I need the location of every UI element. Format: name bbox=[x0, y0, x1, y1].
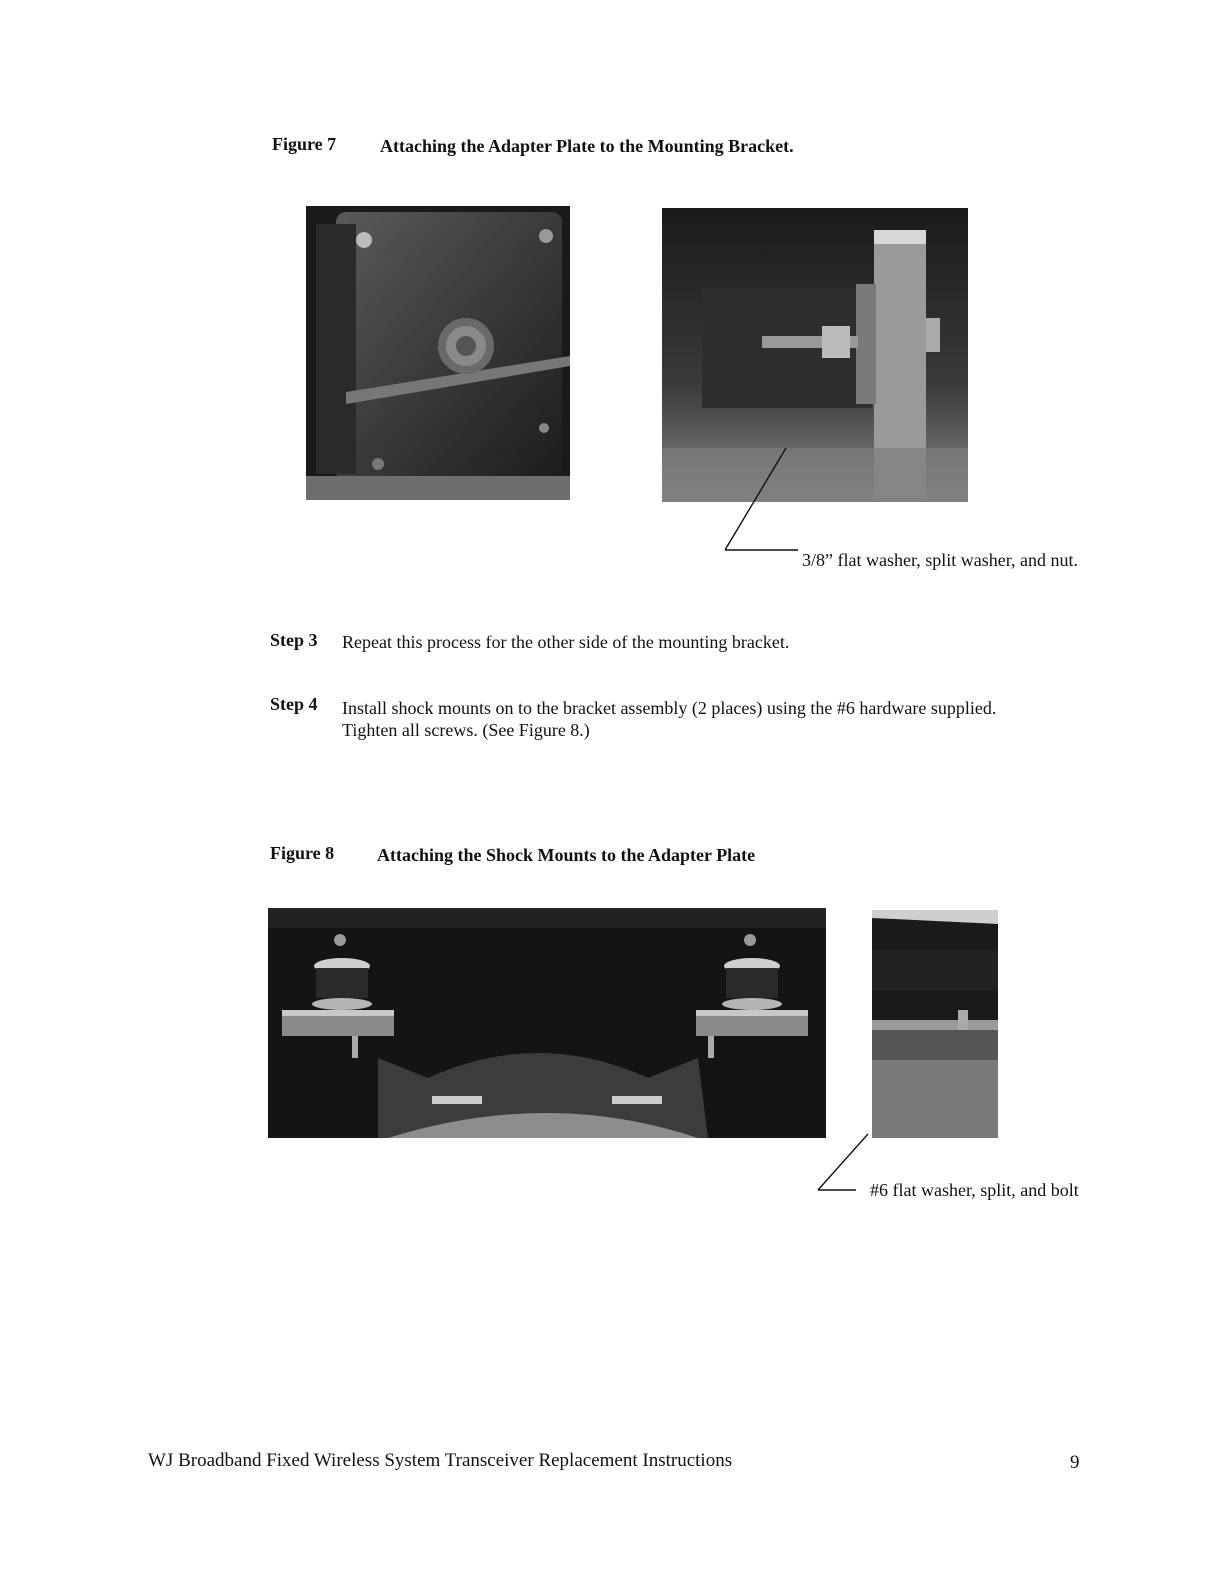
step-4-label: Step 4 bbox=[270, 694, 318, 714]
figure-7-leader-line bbox=[720, 448, 820, 556]
footer-title: WJ Broadband Fixed Wireless System Transceiver Replacement Instructions bbox=[148, 1450, 733, 1471]
figure-7-title: Attaching the Adapter Plate to the Mounting Bracket. bbox=[380, 136, 794, 156]
step-4-text-line-2: Tighten all screws. (See Figure 8.) bbox=[342, 720, 590, 740]
figure-7-callout: 3/8” flat washer, split washer, and nut. bbox=[802, 550, 1078, 570]
page-number: 9 bbox=[1070, 1452, 1080, 1473]
figure-8-photo-front bbox=[268, 908, 826, 1138]
figure-7-label: Figure 7 bbox=[272, 134, 337, 154]
figure-8-photo-side bbox=[872, 910, 998, 1138]
step-4-text-line-1: Install shock mounts on to the bracket assembly (2 places) using the #6 hardware supplied. bbox=[342, 698, 997, 718]
figure-7-photo-front bbox=[306, 206, 570, 500]
figure-8-callout: #6 flat washer, split, and bolt bbox=[870, 1180, 1079, 1200]
step-3-label: Step 3 bbox=[270, 630, 318, 650]
figure-8-title: Attaching the Shock Mounts to the Adapter Plate bbox=[377, 845, 756, 865]
step-3-text: Repeat this process for the other side of the mounting bracket. bbox=[342, 632, 790, 652]
figure-8-leader-line bbox=[812, 1132, 872, 1196]
figure-8-label: Figure 8 bbox=[270, 843, 335, 863]
